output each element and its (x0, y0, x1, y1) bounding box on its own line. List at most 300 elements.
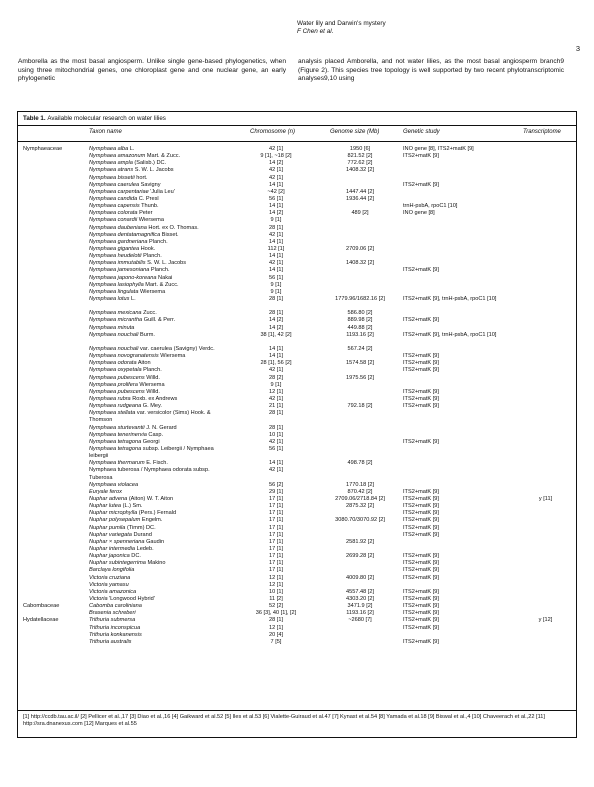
taxon-name: Nymphaea immutabilis (89, 260, 146, 267)
taxon-cell (89, 146, 235, 153)
table-row (18, 375, 576, 382)
taxon-authority: 'Julia Leu' (148, 188, 175, 195)
taxon-authority: Willd. (144, 374, 160, 381)
taxon-name: Nymphaea mexicana (89, 310, 142, 317)
chromosome-cell: 42 [1] (269, 146, 283, 152)
taxon-name: Cabomba caroliniana (89, 603, 142, 610)
taxon-authority: Roxb. ex Andrews (130, 395, 178, 402)
table-row (18, 553, 576, 560)
taxon-authority: Casp. (146, 431, 164, 438)
taxon-authority: (Salisb.) DC. (132, 160, 167, 167)
taxon-authority: Hort. ex O. Thomas. (146, 224, 199, 231)
taxon-cell (89, 603, 235, 610)
chromosome-cell: 28 [1] (269, 310, 283, 317)
taxon-cell (89, 539, 235, 546)
taxon-cell (89, 325, 235, 332)
genome-size-cell: 498.78 [2] (347, 460, 373, 467)
table-row (18, 317, 576, 324)
chromosome-cell: 14 [1] (269, 345, 283, 352)
intro-right-column: analysis placed Amborella, and not water lilies, as the most basal angiosperm branch9 (Figure 2). This species tree topology is well supported by two recent phylotranscriptomic analyses9,10 using (298, 58, 564, 83)
taxon-cell (89, 482, 235, 489)
taxon-authority: subsp. Leibergii / Nymphaea leibergii (89, 445, 214, 460)
transcriptome-cell: y [11] (538, 495, 553, 502)
taxon-name: Victoria yamasu (89, 581, 129, 588)
genetic-study-cell: ITS2+matK [9] (403, 181, 439, 188)
taxon-cell (89, 232, 235, 239)
table-row (18, 217, 576, 224)
taxon-name: Nymphaea lingulata (89, 288, 139, 295)
table-body (18, 146, 576, 646)
taxon-name: Nymphaea carpentariae (89, 188, 149, 195)
taxon-name: Trithuria konkanensis (89, 631, 142, 638)
genome-size-cell: 4009.80 [2] (346, 574, 374, 581)
table-row (18, 460, 576, 467)
genetic-study-cell: ITS2+matK [9], trnH-psbA, rpoC1 [10] (403, 331, 497, 338)
genetic-study-cell: ITS2+matK [9] (403, 624, 439, 631)
genetic-study-cell: ITS2+matK [9] (403, 560, 439, 567)
table-row (18, 203, 576, 210)
page-number: 3 (575, 44, 580, 53)
taxon-cell (89, 367, 235, 374)
taxon-name: Euryale ferox (89, 488, 122, 495)
taxon-cell (89, 589, 235, 596)
chromosome-cell: 56 [2] (269, 481, 283, 488)
taxon-name: Nymphaea caerulea (89, 181, 140, 188)
chromosome-cell: 28 [1] (269, 617, 283, 624)
taxon-authority: Aiton (136, 360, 151, 367)
taxon-cell (89, 182, 235, 189)
taxon-authority: Mart. & Zucc. (143, 281, 179, 288)
table-row (18, 517, 576, 524)
chromosome-cell: 42 [1] (269, 231, 283, 238)
taxon-authority: G. Mey. (141, 403, 162, 410)
chromosome-cell: 21 [1] (269, 403, 283, 410)
genetic-study-cell: ITS2+matK [9] (403, 510, 439, 517)
table-row (18, 182, 576, 189)
taxon-name: Nymphaea capensis (89, 203, 140, 210)
taxon-name: Nuphar advena (89, 495, 128, 502)
taxon-name: Nymphaea amazonum (89, 153, 146, 160)
taxon-authority: Planch. (147, 238, 168, 245)
chromosome-cell: 17 [1] (269, 531, 283, 538)
header-genome: Genome size (Mb) (330, 129, 380, 135)
table-row (18, 496, 576, 503)
taxon-cell (89, 560, 235, 567)
table-row (18, 603, 576, 610)
genetic-study-cell: ITS2+matK [9] (403, 367, 439, 374)
taxon-authority: Hook. (139, 245, 156, 252)
chromosome-cell: 28 [1] (269, 424, 283, 431)
taxon-name: Nuphar japonica (89, 553, 130, 560)
taxon-cell (89, 217, 235, 224)
taxon-cell (89, 489, 235, 496)
taxon-name: Victoria amazonica (89, 588, 137, 595)
taxon-authority: var. versicolor (Sims) Hook. & Thomson (89, 410, 211, 424)
table-row (18, 403, 576, 410)
taxon-authority: E. Fisch. (144, 460, 168, 467)
genetic-study-cell: ITS2+matK [9] (403, 388, 439, 395)
genetic-study-cell: ITS2+matK [9] (403, 438, 439, 445)
genome-size-cell: 2699.28 [2] (346, 553, 374, 560)
genome-size-cell: 889.98 [2] (347, 317, 373, 324)
taxon-authority: Planch. (141, 367, 162, 374)
genetic-study-cell: ITS2+matK [9] (403, 317, 439, 324)
taxon-cell (89, 467, 233, 481)
genome-size-cell: 2581.92 [2] (346, 538, 374, 545)
chromosome-cell: 42 [1] (269, 395, 283, 402)
genetic-study-cell: ITS2+matK [9] (403, 267, 439, 274)
taxon-name: Nymphaea atrans (89, 167, 134, 174)
taxon-authority: Guill. & Perr. (142, 317, 176, 324)
chromosome-cell: 14 [2] (269, 210, 283, 217)
genome-size-cell: 1770.18 [2] (346, 481, 374, 488)
taxon-authority: S. W. L. Jacobs (145, 260, 187, 267)
taxon-cell (89, 353, 235, 360)
taxon-name: Nuphar variegata (89, 531, 132, 538)
genetic-study-cell: ITS2+matK [9] (403, 495, 439, 502)
header-taxon: Taxon name (89, 129, 122, 135)
chromosome-cell: 42 [1] (269, 367, 283, 374)
chromosome-cell: 12 [1] (269, 388, 283, 395)
genome-size-cell: 1936.44 [2] (346, 195, 374, 202)
table-caption (23, 115, 166, 122)
genome-size-cell: 586.80 [2] (347, 310, 373, 317)
genome-size-cell: ~2680 [7] (348, 617, 372, 624)
table-row (18, 225, 576, 232)
table-row (18, 446, 576, 460)
taxon-cell (89, 275, 235, 282)
taxon-name: Nuphar intermedia (89, 545, 136, 552)
genome-size-cell: 1193.16 [2] (346, 331, 374, 338)
taxon-authority: Willd. (144, 388, 160, 395)
taxon-name: Nuphar × spenneriana (89, 538, 145, 545)
taxon-name: Nymphaea violacea (89, 481, 139, 488)
chromosome-cell: 9 [1] (270, 288, 282, 295)
taxon-authority: (L.) Sm. (121, 503, 143, 510)
header-transcriptome: Transcriptome (523, 129, 561, 135)
genetic-study-cell: ITS2+matK [9] (403, 617, 439, 624)
chromosome-cell: 17 [1] (269, 560, 283, 567)
taxon-cell (89, 432, 235, 439)
taxon-cell (89, 425, 235, 432)
taxon-name: Nymphaea candida (89, 195, 138, 202)
taxon-cell (89, 282, 235, 289)
chromosome-cell: 42 [1] (269, 467, 283, 474)
taxon-name: Nymphaea bissetii (89, 174, 135, 181)
taxon-cell (89, 196, 235, 203)
genetic-study-cell: ITS2+matK [9] (403, 610, 439, 617)
table-row (18, 296, 576, 310)
genome-size-cell: 489 [2] (351, 210, 369, 217)
chromosome-cell: 17 [1] (269, 495, 283, 502)
taxon-cell (89, 460, 235, 467)
chromosome-cell: ~42 [2] (267, 188, 285, 195)
journal-title: Water lily and Darwin's mystery (297, 20, 386, 27)
taxon-cell (89, 189, 235, 196)
chromosome-cell: 17 [1] (269, 567, 283, 574)
genetic-study-cell: ITS2+matK [9] (403, 517, 439, 524)
chromosome-cell: 52 [2] (269, 603, 283, 610)
chromosome-cell: 36 [3], 40 [1], [2] (255, 610, 297, 617)
taxon-name: Nuphar subintegerrima (89, 560, 146, 567)
chromosome-cell: 14 [2] (269, 324, 283, 331)
taxon-name: Nymphaea stellata (89, 410, 136, 417)
table-row (18, 310, 576, 317)
chromosome-cell: 17 [1] (269, 538, 283, 545)
taxon-name: Victoria cruziana (89, 574, 131, 581)
table-row (18, 439, 576, 446)
table-row (18, 253, 576, 260)
taxon-name: Nymphaea ampla (89, 160, 133, 167)
taxon-cell (89, 403, 235, 410)
genetic-study-cell: ITS2+matK [9] (403, 588, 439, 595)
chromosome-cell: 14 [1] (269, 460, 283, 467)
family-cell: Hydatellaceae (23, 617, 59, 624)
chromosome-cell: 17 [1] (269, 524, 283, 531)
table-row (18, 325, 576, 332)
chromosome-cell: 112 [1] (267, 245, 285, 252)
taxon-name: Nymphaea tetragona (89, 438, 142, 445)
genetic-study-cell: ITS2+matK [9] (403, 503, 439, 510)
table-row (18, 289, 576, 296)
table-caption-label: Table 1. (23, 115, 46, 122)
table-row (18, 396, 576, 403)
taxon-cell (89, 582, 235, 589)
table-row (18, 332, 576, 346)
table-row (18, 360, 576, 367)
taxon-cell (89, 375, 235, 382)
table-row (18, 532, 576, 539)
chromosome-cell: 17 [1] (269, 545, 283, 552)
table-row (18, 353, 576, 360)
genome-size-cell: 567.24 [2] (347, 345, 373, 352)
taxon-name: Nuphar microphylla (89, 510, 138, 517)
table-row (18, 610, 576, 617)
taxon-cell (89, 596, 235, 603)
chromosome-cell: 29 [1] (269, 488, 283, 495)
table-row (18, 153, 576, 160)
taxon-authority: Zucc. (141, 310, 157, 317)
genetic-study-cell: ITS2+matK [9] (403, 488, 439, 495)
taxon-authority: Makino (145, 560, 166, 567)
taxon-cell (89, 575, 235, 582)
chromosome-cell: 42 [1] (269, 260, 283, 267)
taxon-authority: Planch. (149, 267, 170, 274)
taxon-authority: hort. (134, 174, 148, 181)
table-row (18, 589, 576, 596)
taxon-name: Nymphaea lasiophylla (89, 281, 144, 288)
chromosome-cell: 14 [2] (269, 317, 283, 324)
taxon-name: Nymphaea pubescens (89, 388, 145, 395)
taxon-cell (89, 153, 235, 160)
taxon-authority: Georgi (141, 438, 160, 445)
chromosome-cell: 56 [1] (269, 274, 283, 281)
intro-left-column: Amborella as the most basal angiosperm. Unlike single gene-based phylogenetics, when using three mitochondrial genes, one chloroplast gene and one nuclear gene, an early phylogenetic (18, 58, 286, 83)
chromosome-cell: 11 [2] (269, 595, 283, 602)
table-row (18, 239, 576, 246)
taxon-authority: J. N. Gerard (144, 424, 177, 431)
taxon-name: Nymphaea colorata (89, 210, 138, 217)
chromosome-cell: 10 [1] (269, 588, 283, 595)
chromosome-cell: 42 [1] (269, 174, 283, 181)
genome-size-cell: 3080.70/3070.92 [2] (335, 517, 385, 524)
chromosome-cell: 14 [1] (269, 353, 283, 360)
chromosome-cell: 56 [1] (269, 195, 283, 202)
taxon-name: Nymphaea prolifera (89, 381, 138, 388)
chromosome-cell: 28 [1] (269, 410, 283, 417)
table-row (18, 189, 576, 196)
chromosome-cell: 9 [1] (270, 217, 282, 224)
taxon-authority: L. (128, 146, 135, 152)
taxon-authority: var. caerulea (Savigny) Verdc. (138, 345, 215, 352)
taxon-cell (89, 532, 235, 539)
taxon-cell (89, 396, 235, 403)
table-row (18, 410, 576, 424)
taxon-authority: C. Presl (137, 195, 159, 202)
table-row (18, 196, 576, 203)
taxon-authority: Wiersema (158, 353, 186, 360)
running-header (297, 20, 386, 37)
taxon-authority: Planch. (141, 253, 162, 260)
table-row (18, 510, 576, 517)
taxon-authority: Thunb. (139, 203, 159, 210)
table-bottom-rule (18, 710, 576, 711)
taxon-name: Nymphaea heudelotii (89, 253, 142, 260)
taxon-name: Nymphaea conardii (89, 217, 138, 224)
genetic-study-cell: ITS2+matK [9] (403, 553, 439, 560)
taxon-cell (89, 553, 235, 560)
table-row (18, 560, 576, 567)
genetic-study-cell: ITS2+matK [9] (403, 360, 439, 367)
running-authors: F Chen et al. (297, 28, 334, 36)
chromosome-cell: 28 [1] (269, 295, 283, 302)
chromosome-cell: 28 [1], 56 [2] (260, 360, 292, 367)
header-chromosome: Chromosome (n) (250, 129, 296, 135)
table-row (18, 175, 576, 182)
taxon-name: Nymphaea thermarum (89, 460, 145, 467)
genetic-study-cell: INO gene [8] (403, 210, 435, 217)
table-row (18, 489, 576, 496)
taxon-name: Nuphar polysepalum (89, 517, 141, 524)
table-row (18, 282, 576, 289)
taxon-cell (89, 253, 235, 260)
taxon-cell (89, 296, 233, 303)
table-row (18, 146, 576, 153)
genetic-study-cell: ITS2+matK [9] (403, 595, 439, 602)
taxon-name: Barclaya longifolia (89, 567, 135, 574)
table-row (18, 382, 576, 389)
table-row (18, 160, 576, 167)
genome-size-cell: 1779.96/1682.16 [2] (335, 295, 385, 302)
table-row (18, 232, 576, 239)
taxon-cell (89, 346, 235, 353)
taxon-cell (89, 360, 235, 367)
taxon-cell (89, 446, 233, 460)
taxon-name: Nymphaea daubeniana (89, 224, 147, 231)
genetic-study-cell: ITS2+matK [9] (403, 153, 439, 160)
taxon-cell (89, 203, 235, 210)
taxon-cell (89, 410, 233, 424)
taxon-name: Nymphaea japono-koreana (89, 274, 157, 281)
taxon-name: Nymphaea rudgeana (89, 403, 142, 410)
taxon-authority: Engelm. (140, 517, 163, 524)
taxon-cell (89, 239, 235, 246)
taxon-name: Nymphaea novogranatensis (89, 353, 159, 360)
taxon-name: Nymphaea lotus (89, 295, 130, 302)
table-row (18, 167, 576, 174)
genetic-study-cell: ITS2+matK [9] (403, 574, 439, 581)
taxon-cell (89, 289, 235, 296)
table-top-rule (18, 125, 576, 126)
taxon-authority: Bisset. (160, 231, 179, 238)
chromosome-cell: 28 [1] (269, 224, 283, 231)
table-row (18, 389, 576, 396)
table-row (18, 246, 576, 253)
taxon-name: Victoria (89, 595, 108, 602)
chromosome-cell: 28 [2] (269, 374, 283, 381)
taxon-name: Nymphaea sturtevantii (89, 424, 145, 431)
chromosome-cell: 38 [1], 42 [2] (260, 331, 292, 338)
genetic-study-cell: ITS2+matK [9] (403, 403, 439, 410)
taxon-name: Nymphaea gardneriana (89, 238, 148, 245)
taxon-name: Trithuria inconspicua (89, 624, 141, 631)
genetic-study-cell: ITS2+matK [9] (403, 524, 439, 531)
chromosome-cell: 14 [1] (269, 203, 283, 210)
taxon-name: Trithuria australis (89, 638, 132, 645)
genome-size-cell: 1975.56 [2] (346, 374, 374, 381)
taxon-cell (89, 389, 235, 396)
taxon-cell (89, 167, 235, 174)
taxon-authority: Nakai (156, 274, 173, 281)
table-row (18, 267, 576, 274)
genetic-study-cell: ITS2+matK [9], trnH-psbA, rpoC1 [10] (403, 295, 497, 302)
table-row (18, 625, 576, 632)
chromosome-cell: 17 [1] (269, 503, 283, 510)
genome-size-cell: 1447.44 [2] (346, 188, 374, 195)
table-row (18, 367, 576, 374)
chromosome-cell: 14 [1] (269, 253, 283, 260)
taxon-name: Nymphaea tenerinervia (89, 431, 147, 438)
genome-size-cell: 2709.06/2718.84 [2] (335, 495, 385, 502)
family-cell: Nymphaeaceae (23, 146, 63, 152)
genome-size-cell: 772.62 [2] (347, 160, 373, 167)
genome-size-cell: 870.42 [2] (347, 488, 373, 495)
taxon-authority: S. W. L. Jacobs (133, 167, 174, 174)
taxon-authority: Nymphaea tuberosa / Nymphaea odorata subsp. Tuberosa (89, 467, 210, 481)
taxon-cell (89, 617, 235, 624)
taxon-name: Nymphaea odorata (89, 360, 137, 367)
genome-size-cell: 449.88 [2] (347, 324, 373, 331)
genome-size-cell: 1408.32 [2] (346, 167, 374, 174)
chromosome-cell: 10 [1] (269, 431, 283, 438)
taxon-authority: Savigny (139, 181, 161, 188)
transcriptome-cell: y [12] (538, 617, 553, 624)
table-row (18, 567, 576, 574)
taxon-authority: Peter (137, 210, 153, 217)
taxon-name: Nymphaea gigantea (89, 245, 140, 252)
genetic-study-cell: ITS2+matK [9] (403, 531, 439, 538)
table-row (18, 425, 576, 432)
table-footnote: [1] http://ccdb.tau.ac.il/ [2] Pellicer et al.,17 [3] Diao et al.,16 [4] Gaikward et al.52 [5] Iles et al.53 [6] Vialette-Guiraud et al.47 [7] Kynast et al.54 [8] Yamada et al.18 [9] Biswal et al.,4 [10] Chaveerach et al.,22 [11] http://sra.dnanexus.com [12] Marques et al.55 (23, 714, 545, 728)
table-row (18, 467, 576, 481)
genetic-study-cell: INO gene [8], ITS2+matK [9] (403, 146, 474, 152)
taxon-name: Nuphar lutea (89, 503, 122, 510)
table-row (18, 575, 576, 582)
taxon-cell (89, 246, 235, 253)
chromosome-cell: 14 [1] (269, 238, 283, 245)
taxon-authority: L. (129, 295, 136, 302)
table-row (18, 275, 576, 282)
